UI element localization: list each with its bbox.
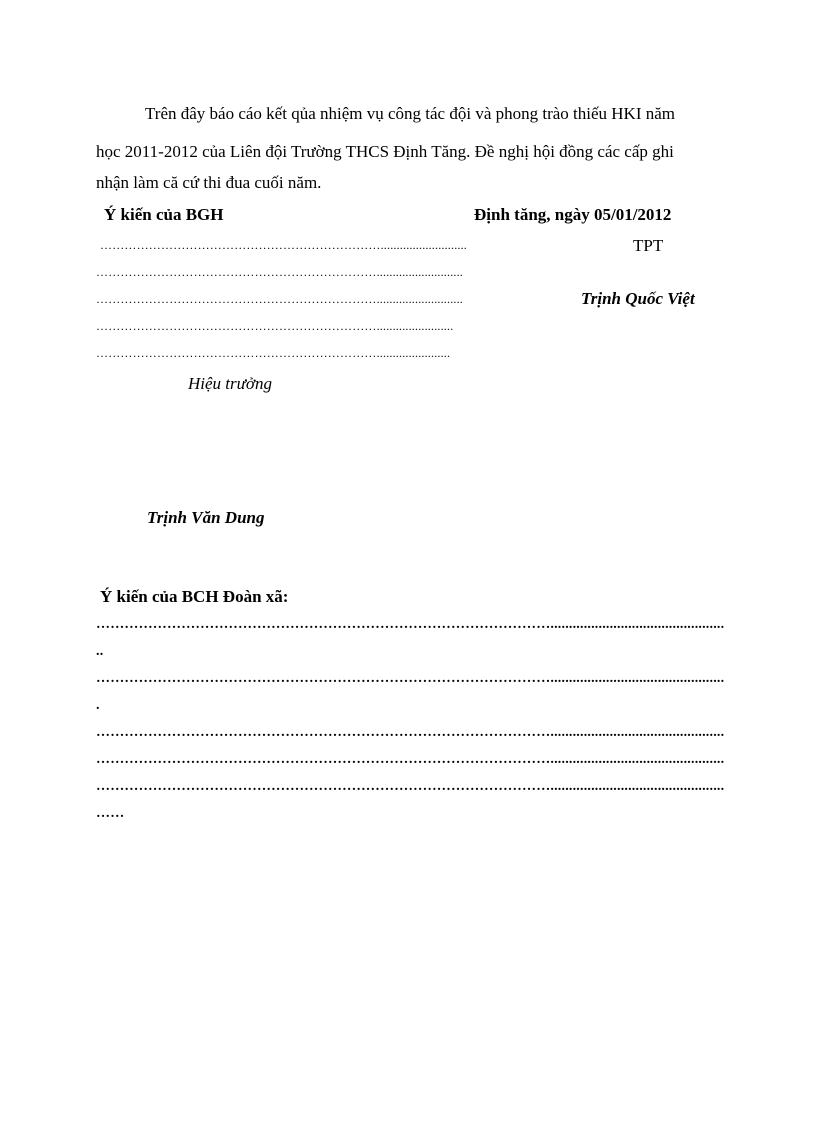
bch-dot-line-8: ……: [96, 806, 125, 821]
bgh-dot-line-2: ……………………………………………………………...........................: [96, 265, 463, 279]
bgh-dot-line-5: …………………………………………………………….......................: [96, 346, 451, 360]
bgh-role: Hiệu trưởng: [188, 374, 272, 393]
bgh-dot-line-4: ……………………………………………………………........................: [96, 319, 454, 333]
signature-role: TPT: [633, 236, 664, 255]
signature-date: Định tăng, ngày 05/01/2012: [474, 205, 672, 224]
bch-dot-line-5: ……………………………………………………………………………………...............................................: [96, 725, 725, 740]
bch-dot-line-6: ……………………………………………………………………………………...............................................: [96, 752, 725, 767]
bch-dot-line-3: ……………………………………………………………………………………...............................................: [96, 671, 725, 686]
intro-line-1: Trên đây báo cáo kết qủa nhiệm vụ công tác đội và phong trào thiếu HKI năm: [145, 104, 676, 123]
bch-dot-line-4: .: [96, 698, 100, 713]
signature-name: Trịnh Quốc Việt: [581, 289, 695, 308]
bgh-heading: Ý kiến của BGH: [104, 205, 224, 224]
intro-line-3: nhận làm că cứ thi đua cuối năm.: [96, 173, 322, 192]
bch-dot-line-7: ……………………………………………………………………………………...............................................: [96, 779, 725, 794]
bgh-dot-line-3: ……………………………………………………………...........................: [96, 292, 463, 306]
bch-heading: Ý kiến của BCH Đoàn xã:: [100, 587, 289, 606]
bgh-name: Trịnh Văn Dung: [147, 508, 265, 527]
bch-dot-line-2: ..: [96, 644, 104, 659]
bch-dot-line-1: ……………………………………………………………………………………...............................................: [96, 617, 725, 632]
bgh-dot-line-1: ……………………………………………………………...........................: [100, 238, 467, 252]
intro-line-2: học 2011-2012 của Liên đội Trường THCS Định Tăng. Đề nghị hội đồng các cấp ghi: [96, 142, 674, 161]
